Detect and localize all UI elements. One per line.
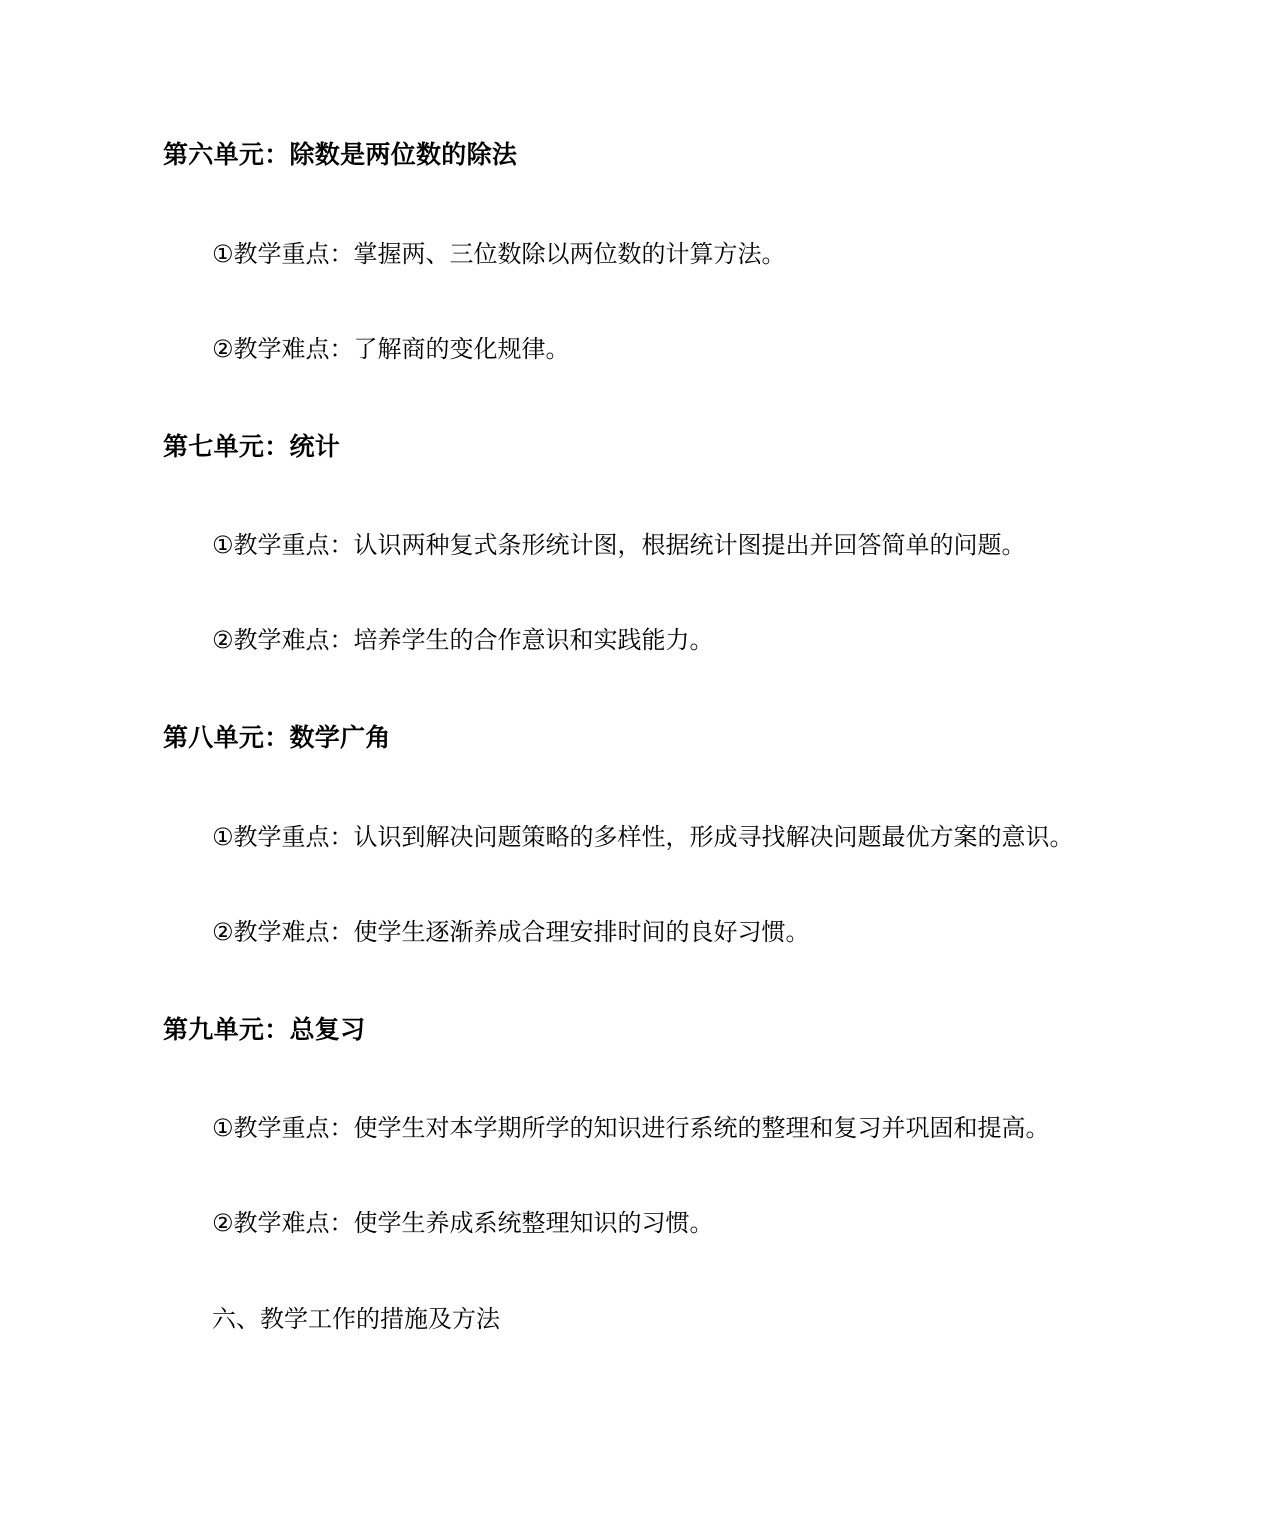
unit-7-key-point: ①教学重点：认识两种复式条形统计图，根据统计图提出并回答简单的问题。 bbox=[212, 531, 1026, 559]
unit-6-difficulty: ②教学难点：了解商的变化规律。 bbox=[212, 335, 570, 363]
unit-9-heading: 第九单元：总复习 bbox=[163, 1015, 366, 1044]
unit-6-heading: 第六单元：除数是两位数的除法 bbox=[163, 140, 518, 169]
unit-7-heading: 第七单元：统计 bbox=[163, 432, 341, 461]
unit-7-difficulty: ②教学难点：培养学生的合作意识和实践能力。 bbox=[212, 626, 714, 654]
unit-8-difficulty: ②教学难点：使学生逐渐养成合理安排时间的良好习惯。 bbox=[212, 918, 810, 946]
section-six-title: 六、教学工作的措施及方法 bbox=[212, 1305, 500, 1333]
unit-9-key-point: ①教学重点：使学生对本学期所学的知识进行系统的整理和复习并巩固和提高。 bbox=[212, 1114, 1050, 1142]
unit-6-key-point: ①教学重点：掌握两、三位数除以两位数的计算方法。 bbox=[212, 240, 786, 268]
unit-9-difficulty: ②教学难点：使学生养成系统整理知识的习惯。 bbox=[212, 1209, 714, 1237]
unit-8-key-point: ①教学重点：认识到解决问题策略的多样性，形成寻找解决问题最优方案的意识。 bbox=[212, 823, 1074, 851]
unit-8-heading: 第八单元：数学广角 bbox=[163, 723, 391, 752]
